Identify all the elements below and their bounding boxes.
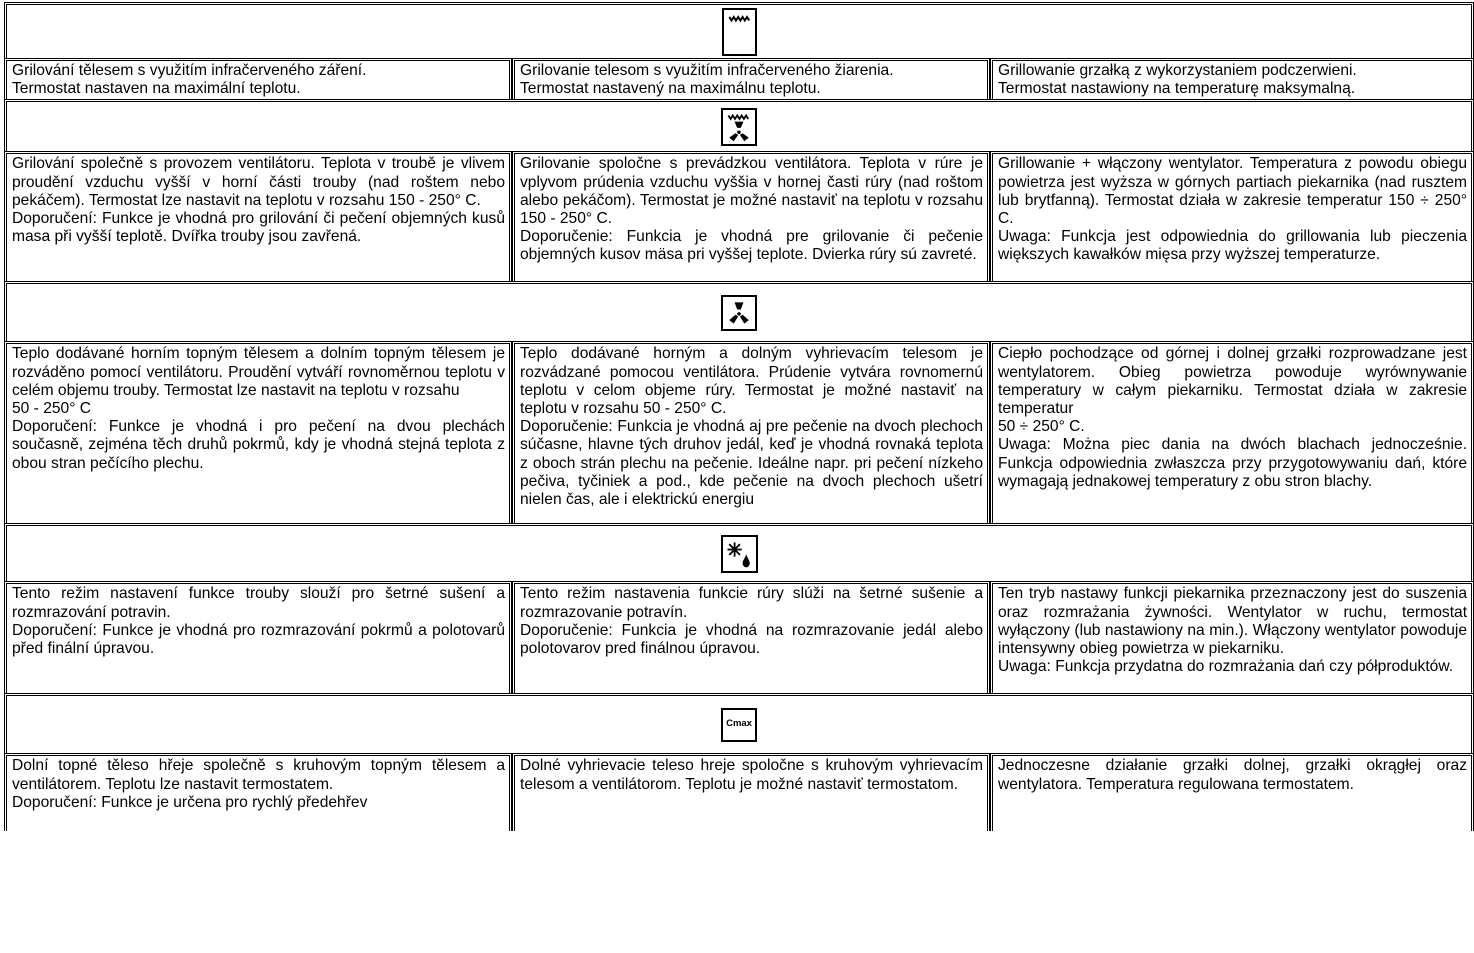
czech-text <box>4 581 512 693</box>
text-row <box>4 341 1474 523</box>
paragraph: Doporučenie: Funkcia je vhodná pre grilovanie či pečenie objemných kusov mäsa pri vyššej teplote. Dvierka rúry sú zavreté. <box>520 228 983 264</box>
czech-text <box>4 58 512 99</box>
czech-text <box>4 753 512 831</box>
text-row <box>4 151 1474 281</box>
icon-row <box>4 2 1474 58</box>
paragraph: Grillowanie + włączony wentylator. Temperatura z powodu obiegu powietrza jest wyższa w górnych partiach piekarnika (nad rusztem lub brytfanną). Termostat działa w zakresie temperatur 150 ÷ 250° C. <box>998 155 1468 228</box>
paragraph: Uwaga: Funkcja przydatna do rozmrażania dań czy półproduktów. <box>998 658 1454 676</box>
czech-text <box>4 341 512 523</box>
paragraph: Grilování společně s provozem ventilátoru. Teplota v troubě je vlivem proudění vzduchu vyšší v horní části trouby (nad roštem nebo pekáčem). Termostat lze nastavit na teplotu v rozsahu 150 - 250° C. <box>12 155 505 209</box>
paragraph: Dolní topné těleso hřeje společně s kruhovým topným tělesem a ventilátorem. Teplotu lze nastavit termostatem. <box>12 757 505 793</box>
slovak-text <box>512 151 990 281</box>
paragraph: Termostat nastaven na maximální teplotu. <box>12 80 301 98</box>
paragraph: Teplo dodávané horným a dolným vyhrievacím telesom je rozvádzané pomocou ventilátora. Prúdenie vytvára rovnomernú teplotu v celom objeme rúry. Termostat je možné nastaviť na teplotu v rozsahu 50 - 250° C. <box>520 345 983 418</box>
paragraph: Jednoczesne działanie grzałki dolnej, grzałki okrągłej oraz wentylatora. Temperatura regulowana termostatem. <box>998 757 1468 793</box>
paragraph: Uwaga: Funkcja jest odpowiednia do grillowania lub pieczenia większych kawałków mięsa przy wyższej temperaturze. <box>998 228 1468 264</box>
icon-row <box>4 693 1474 753</box>
polish-text <box>990 151 1474 281</box>
paragraph: Grillowanie grzałką z wykorzystaniem podczerwieni. <box>998 62 1357 79</box>
paragraph: Tento režim nastavenia funkcie rúry slúži na šetrné sušenie a rozmrazovanie potravín. <box>520 585 983 621</box>
fan-icon <box>721 295 757 331</box>
paragraph: Ciepło pochodzące od górnej i dolnej grzałki rozprowadzane jest wentylatorem. Obieg powietrza powoduje wyrównywanie temperatury w całym piekarniku. Termostat działa w zakresie temperatur <box>998 345 1468 418</box>
paragraph: Grilování tělesem s využitím infračerveného záření. <box>12 62 367 79</box>
paragraph: Termostat nastavený na maximálnu teplotu. <box>520 80 821 98</box>
oven-functions-table <box>4 2 1474 831</box>
paragraph: Doporučenie: Funkcia je vhodná na rozmrazovanie jedál alebo polotovarov pred finálnou úpravou. <box>520 621 983 658</box>
paragraph: Dolné vyhrievacie teleso hreje spoločne s kruhovým vyhrievacím telesom a ventilátorom. Teplotu je možné nastaviť termostatom. <box>520 757 983 793</box>
paragraph: Doporučení: Funkce je vhodná pro grilování či pečení objemných kusů masa při vyšší teplotě. Dvířka trouby jsou zavřená. <box>12 210 505 246</box>
grill-fan-icon <box>721 108 757 146</box>
paragraph: Grilovanie telesom s využitím infračerveného žiarenia. <box>520 62 894 79</box>
paragraph: Tento režim nastavení funkce trouby slouží pro šetrné sušení a rozmrazování potravin. <box>12 585 505 621</box>
paragraph: 50 - 250° C <box>12 400 92 418</box>
paragraph: Teplo dodávané horním topným tělesem a dolním topným tělesem je rozváděno pomocí ventilátoru. Proudění vytváří rovnoměrnou teplotu v celém objemu trouby. Termostat lze nastavit na teplotu v rozsahu <box>12 345 505 399</box>
text-row <box>4 581 1474 693</box>
grill-top-icon <box>722 8 757 56</box>
paragraph: Doporučení: Funkce je určena pro rychlý předehřev <box>12 793 368 811</box>
paragraph: 50 ÷ 250° C. <box>998 418 1085 436</box>
icon-row <box>4 99 1474 151</box>
defrost-icon <box>721 535 758 573</box>
slovak-text <box>512 753 990 831</box>
slovak-text <box>512 58 990 99</box>
paragraph: Doporučení: Funkce je vhodná i pro pečení na dvou plechách současně, zejména těch druhů pokrmů, kdy je vhodná stejná teplota z obou stran pečícího plechu. <box>12 418 505 472</box>
polish-text <box>990 58 1474 99</box>
polish-text <box>990 753 1474 831</box>
paragraph: Doporučení: Funkce je vhodná pro rozmrazování pokrmů a polotovarů před finální úpravou. <box>12 621 505 658</box>
icon-row <box>4 523 1474 581</box>
paragraph: Doporučenie: Funkcia je vhodná aj pre pečenie na dvoch plechoch súčasne, hlavne tých druhov jedál, keď je vhodná rovnaká teplota z oboch strán plechu na pečenie. Ideálne napr. pri pečení nízkeho pečiva, tyčiniek a pod., kde pečenie na dvoch plechoch ušetrí nielen čas, ale i elektrickú energiu <box>520 418 983 509</box>
polish-text <box>990 341 1474 523</box>
slovak-text <box>512 341 990 523</box>
paragraph: Termostat nastawiony na temperaturę maksymalną. <box>998 80 1356 98</box>
text-row <box>4 58 1474 99</box>
paragraph: Ten tryb nastawy funkcji piekarnika przeznaczony jest do suszenia oraz rozmrażania żywności. Wentylator w ruchu, termostat wyłączony (lub nastawiony na min.). Włączony wentylator powoduje intensywny obieg powietrza w piekarniku. <box>998 585 1468 658</box>
cmax-label: Cmax <box>726 717 752 729</box>
cmax-icon <box>721 708 757 742</box>
text-row <box>4 753 1474 831</box>
polish-text <box>990 581 1474 693</box>
slovak-text <box>512 581 990 693</box>
paragraph: Uwaga: Można piec dania na dwóch blachach jednocześnie. Funkcja odpowiednia zwłaszcza przy przygotowywaniu dań, które wymagają jednakowej temperatury z obu stron blachy. <box>998 436 1468 490</box>
icon-row <box>4 281 1474 341</box>
paragraph: Grilovanie spoločne s prevádzkou ventilátora. Teplota v rúre je vplyvom prúdenia vzduchu vyššia v hornej časti rúry (nad roštom alebo pekáčom). Termostat je možné nastaviť na teplotu v rozsahu 150 - 250° C. <box>520 155 983 228</box>
czech-text <box>4 151 512 281</box>
